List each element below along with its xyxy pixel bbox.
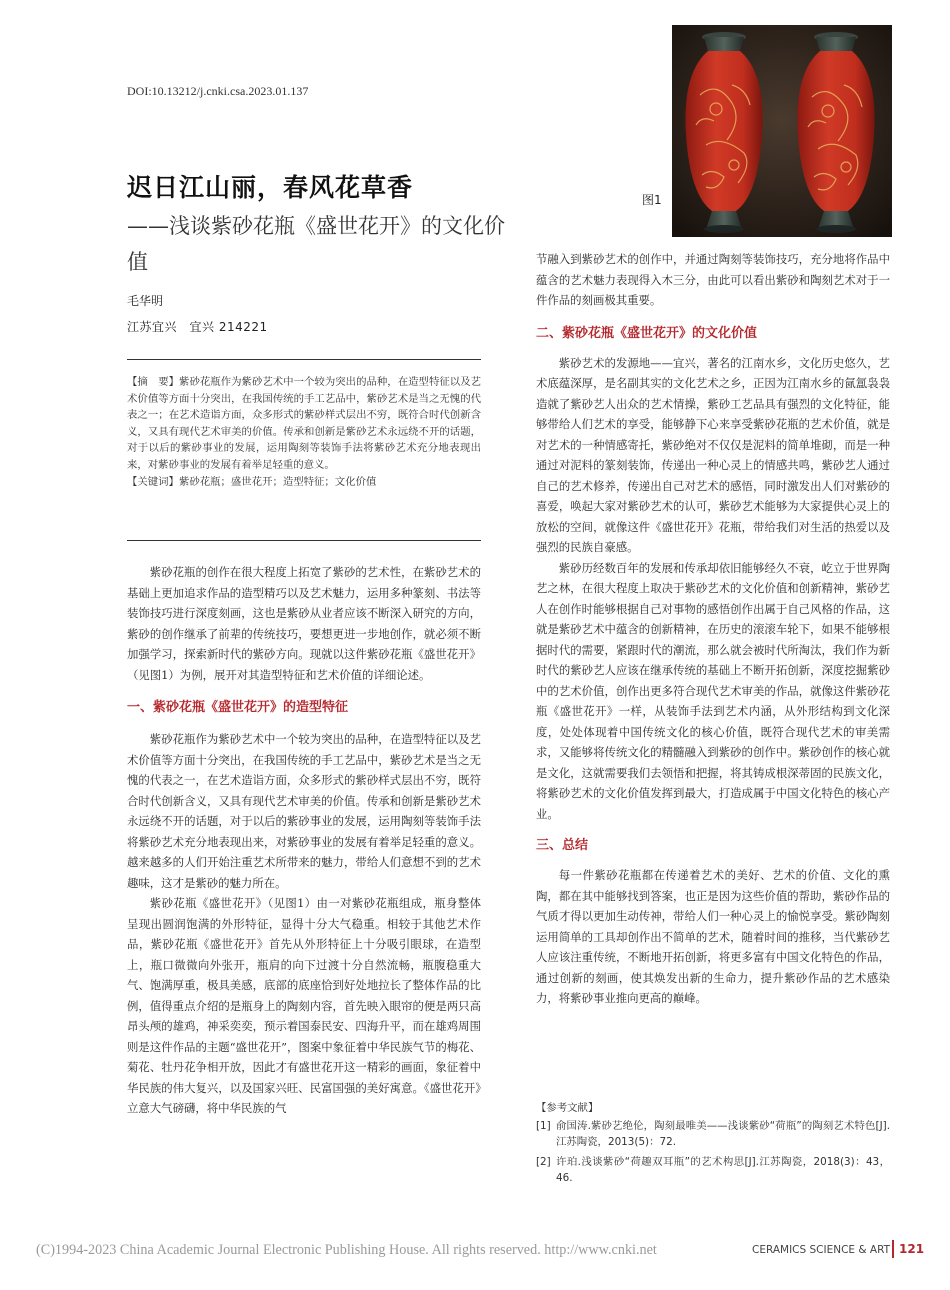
references bbox=[536, 1100, 890, 1190]
section2-paragraph-2: 紫砂历经数百年的发展和传承却依旧能够经久不衰，屹立于世界陶艺之林，在很大程度上取决于紫砂艺术的文化价值和创新精神，紫砂艺人在创作时能够根据自己对事物的感悟创作出属于自己风格的作品，这就是紫砂艺术中蕴含的创新精神，在历史的滚滚车轮下，如果不能够根据时代的需要，紧跟时代的潮流，那么就会被时代所淘汰，我们作为新时代的紫砂艺人应该在继承传统的基础上不断开拓创新，深度挖掘紫砂中的艺术价值，创作出更多符合现代艺术审美的作品，就像这件紫砂花瓶《盛世花开》一样，从装饰手法到艺术内涵，从外形结构到文化深度，处处体现着中国传统文化的核心价值，既符合现代艺术的审美需求，又能够将传统文化的精髓融入到紫砂的创作中。紫砂创作的核心就是文化，这就需要我们去领悟和把握，将其铸成根深蒂固的民族文化，将紫砂艺术的文化价值发挥到最大，打造成属于中国文化特色的核心产业。 bbox=[536, 560, 890, 821]
abstract-block bbox=[127, 374, 481, 490]
reference-text: 俞国涛.紫砂艺绝伦，陶刻最唯美——浅谈紫砂“荷瓶”的陶刻艺术特色[J].江苏陶瓷，2013(5)：72. bbox=[556, 1120, 890, 1148]
reference-item bbox=[536, 1154, 890, 1186]
reference-number: [1] bbox=[536, 1120, 551, 1132]
right-column bbox=[536, 249, 890, 1009]
section2-paragraph-1: 紫砂艺术的发源地——宜兴，著名的江南水乡，文化历史悠久，艺术底蕴深厚，是名副其实的文化艺术之乡，正因为江南水乡的氤氲袅袅造就了紫砂艺人出众的艺术情操，紫砂工艺品具有强烈的文化特征，能够带给人们艺术的享受，能够静下心来享受紫砂花瓶的艺术价值，就是对艺术的一种情感寄托，紫砂绝对不仅仅是泥料的简单堆砌，而是一种通过对泥料的篆刻装饰，传递出一种心灵上的情感共鸣，紫砂艺人通过自己的艺术修养，传递出自己对艺术的感悟，同时激发出人们对紫砂的喜爱，唤起大家对紫砂艺术的认可，紫砂艺术能够为大家提供心灵上的放松的空间，就像这件《盛世花开》花瓶，带给我们对生活的热爱以及强烈的民族自豪感。 bbox=[536, 355, 890, 554]
journal-name: CERAMICS SCIENCE & ART bbox=[752, 1244, 891, 1256]
page-number-divider bbox=[892, 1240, 894, 1258]
section-heading-3: 三、总结 bbox=[536, 838, 589, 853]
vase-photo-illustration bbox=[672, 25, 892, 237]
article-subtitle: ——浅谈紫砂花瓶《盛世花开》的文化价值 bbox=[127, 214, 505, 274]
section-heading-2: 二、紫砂花瓶《盛世花开》的文化价值 bbox=[536, 325, 758, 341]
section-heading-1: 一、紫砂花瓶《盛世花开》的造型特征 bbox=[127, 700, 349, 715]
article-title: 迟日江山丽，春风花草香 bbox=[127, 173, 414, 202]
reference-number: [2] bbox=[536, 1156, 551, 1168]
references-title: 【参考文献】 bbox=[536, 1102, 599, 1114]
section1-paragraph-2-continued: 节融入到紫砂艺术的创作中，并通过陶刻等装饰技巧，充分地将作品中蕴含的艺术魅力表现得入木三分，由此可以看出紫砂和陶刻艺术对于一件作品的刻画极其重要。 bbox=[536, 252, 890, 307]
doi: DOI:10.13212/j.cnki.csa.2023.01.137 bbox=[127, 84, 309, 98]
conclusion-paragraph: 每一件紫砂花瓶都在传递着艺术的美好、艺术的价值、文化的熏陶，都在其中能够找到答案，也正是因为这些价值的帮助，紫砂作品的气质才得以更加生动传神，带给人们一种心灵上的愉悦享受。紫砂陶刻运用简单的工具却创作出不简单的艺术，随着时间的推移，当代紫砂艺人应该注重传统，不断地开拓创新，将更多富有中国文化特色的作品，通过创新的刻画，使其焕发出新的生命力，提升紫砂作品的艺术感染力，将紫砂事业推向更高的巅峰。 bbox=[536, 868, 890, 1005]
reference-text: 许珀.浅谈紫砂“荷趣双耳瓶”的艺术构思[J].江苏陶瓷，2018(3)：43，46. bbox=[556, 1156, 890, 1184]
left-column bbox=[127, 562, 481, 1119]
reference-item bbox=[536, 1118, 890, 1150]
keywords: 【关键词】紫砂花瓶；盛世花开；造型特征；文化价值 bbox=[127, 475, 377, 488]
page-number: 121 bbox=[899, 1242, 925, 1256]
intro-paragraph: 紫砂花瓶的创作在很大程度上拓宽了紫砂的艺术性，在紫砂艺术的基础上更加追求作品的造型精巧以及艺术魅力，运用多种篆刻、书法等装饰技巧进行深度刻画，这也是紫砂从业者应该不断深入研究的方向，紫砂的创作继承了前辈的传统技巧，要想更进一步地创作，就必须不断加强学习，探索新时代的紫砂方向。现就以这件紫砂花瓶《盛世花开》（见图1）为例，展开对其造型特征和艺术价值的详细论述。 bbox=[127, 565, 481, 682]
abstract-text: 【摘 要】紫砂花瓶作为紫砂艺术中一个较为突出的品种，在造型特征以及艺术价值等方面十分突出，在我国传统的手工艺品中，紫砂艺术是当之无愧的代表之一；在艺术造诣方面，众多形式的紫砂样式层出不穷，既符合时代创新含义，又具有现代艺术审美的价值。传承和创新是紫砂艺术永远绕不开的话题，对于以后的紫砂事业的发展，运用陶刻等装饰手法将紫砂艺术充分地表现出来，对紫砂事业的发展有着举足轻重的意义。 bbox=[127, 376, 481, 471]
copyright-watermark: (C)1994-2023 China Academic Journal Electronic Publishing House. All rights reserved. http://www.cnki.net bbox=[36, 1242, 657, 1258]
figure-label: 图1 bbox=[642, 193, 662, 207]
section1-paragraph-1: 紫砂花瓶作为紫砂艺术中一个较为突出的品种，在造型特征以及艺术价值等方面十分突出，在我国传统的手工艺品中，紫砂艺术是当之无愧的代表之一，在艺术造诣方面，众多形式的紫砂样式层出不穷，既符合时代创新含义，又具有现代艺术审美的价值。传承和创新是紫砂艺术永远绕不开的话题，对于以后的紫砂事业的发展，运用陶刻等装饰手法将紫砂艺术充分地表现出来，对紫砂事业的发展有着举足轻重的意义。越来越多的人们开始注重艺术所带来的魅力，带给人们意想不到的艺术趣味，这才是紫砂的魅力所在。 bbox=[127, 732, 481, 890]
abstract-top-rule bbox=[127, 359, 481, 360]
abstract-bottom-rule bbox=[127, 540, 481, 541]
section1-paragraph-2: 紫砂花瓶《盛世花开》（见图1）由一对紫砂花瓶组成，瓶身整体呈现出圆润饱满的外形特征，显得十分大气稳重。相较于其他艺术作品，紫砂花瓶《盛世花开》首先从外形特征上十分吸引眼球，在造型上，瓶口微微向外张开，瓶肩的向下过渡十分自然流畅，瓶腹稳重大气、饱满厚重，极具美感，底部的底座恰到好处地拉长了整体作品的比例，值得重点介绍的是瓶身上的陶刻内容，首先映入眼帘的便是两只高昂头颅的雄鸡，神采奕奕，预示着国泰民安、四海升平，而在雄鸡周围则是这件作品的主题“盛世花开”，图案中象征着中华民族气节的梅花、菊花、牡丹花争相开放，因此才有盛世花开这一精彩的画面，象征着中华民族的伟大复兴，以及国家兴旺、民富国强的美好寓意。《盛世花开》立意大气磅礴，将中华民族的气 bbox=[127, 896, 481, 1115]
vase-photo bbox=[672, 25, 892, 237]
author: 毛华明 bbox=[127, 294, 164, 308]
affiliation: 江苏宜兴 宜兴 214221 bbox=[127, 320, 268, 334]
